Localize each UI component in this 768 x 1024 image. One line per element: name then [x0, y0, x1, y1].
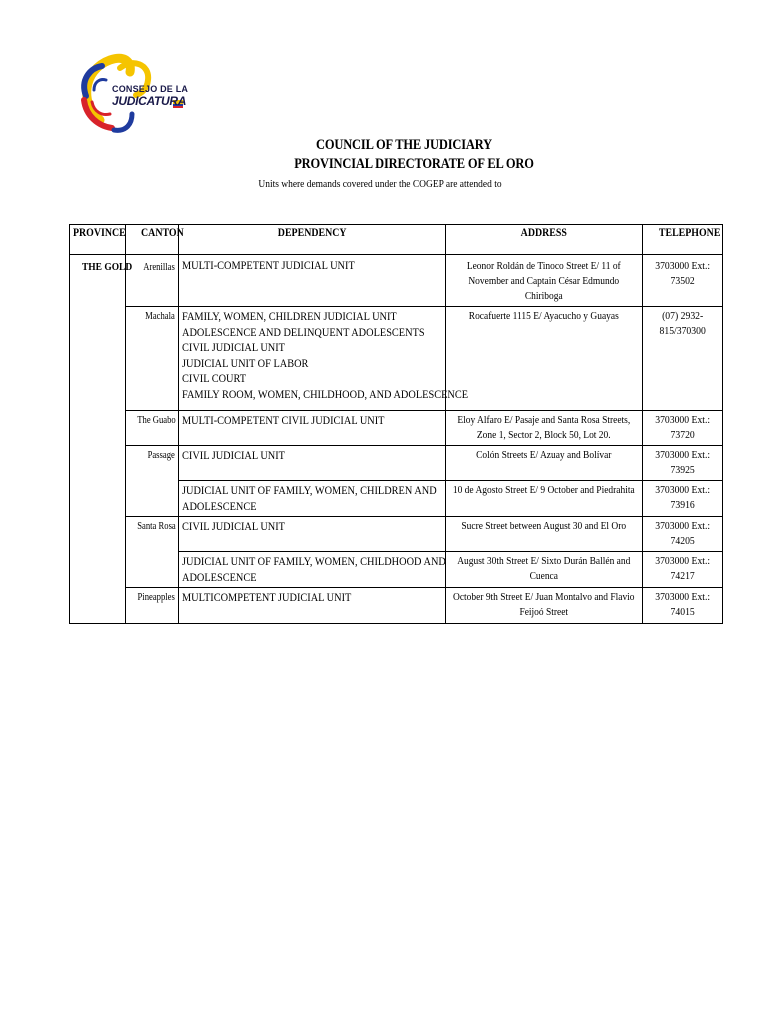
- canton-cell: Machala: [126, 307, 179, 411]
- page-title: COUNCIL OF THE JUDICIARY: [316, 137, 492, 153]
- canton-cell: Passage: [126, 446, 179, 517]
- dependency-cell: MULTICOMPETENT JUDICIAL UNIT: [178, 588, 445, 624]
- dependency-cell: CIVIL JUDICIAL UNIT: [178, 517, 445, 552]
- page-caption: Units where demands covered under the COGEP are attended to: [258, 178, 502, 190]
- header-province: PROVINCE: [70, 225, 126, 255]
- table-row: [70, 588, 723, 624]
- address-cell: October 9th Street E/ Juan Montalvo and Flavio Feijoó Street: [446, 588, 643, 624]
- header-canton: CANTON: [126, 225, 179, 255]
- canton-cell: Santa Rosa: [126, 517, 179, 588]
- canton-cell: Arenillas: [126, 255, 179, 307]
- dependency-cell: JUDICIAL UNIT OF FAMILY, WOMEN, CHILDREN AND ADOLESCENCE: [178, 481, 445, 517]
- table-header-row: [70, 225, 723, 255]
- judiciary-logo: [70, 50, 190, 140]
- canton-cell: The Guabo: [126, 411, 179, 446]
- address-cell: 10 de Agosto Street E/ 9 October and Piedrahita: [446, 481, 643, 517]
- page-subtitle: PROVINCIAL DIRECTORATE OF EL ORO: [294, 156, 534, 172]
- telephone-cell: 3703000 Ext.: 73916: [642, 481, 722, 517]
- units-table: [69, 224, 723, 624]
- province-cell: THE GOLD: [70, 255, 126, 624]
- table-row: [70, 255, 723, 307]
- table-row: [70, 517, 723, 552]
- dependency-cell: FAMILY, WOMEN, CHILDREN JUDICIAL UNIT ADOLESCENCE AND DELINQUENT ADOLESCENTS CIVIL JUDICIAL UNIT JUDICIAL UNIT OF LABOR CIVIL COURT FAMILY ROOM, WOMEN, CHILDHOOD, AND ADOLESCENCE: [178, 307, 445, 411]
- telephone-cell: 3703000 Ext.: 74015: [642, 588, 722, 624]
- address-cell: August 30th Street E/ Sixto Durán Ballén and Cuenca: [446, 552, 643, 588]
- logo-text-line1: CONSEJO DE LA: [112, 84, 189, 94]
- telephone-cell: 3703000 Ext.: 74217: [642, 552, 722, 588]
- table-row: [70, 446, 723, 481]
- table-row: [70, 411, 723, 446]
- dependency-cell: MULTI-COMPETENT CIVIL JUDICIAL UNIT: [178, 411, 445, 446]
- telephone-cell: 3703000 Ext.: 74205: [642, 517, 722, 552]
- address-cell: Rocafuerte 1115 E/ Ayacucho y Guayas: [446, 307, 643, 411]
- dependency-cell: MULTI-COMPETENT JUDICIAL UNIT: [178, 255, 445, 307]
- dependency-cell: CIVIL JUDICIAL UNIT: [178, 446, 445, 481]
- telephone-cell: 3703000 Ext.: 73925: [642, 446, 722, 481]
- address-cell: Leonor Roldán de Tinoco Street E/ 11 of November and Captain César Edmundo Chiriboga: [446, 255, 643, 307]
- table-row: [70, 307, 723, 411]
- telephone-cell: 3703000 Ext.: 73720: [642, 411, 722, 446]
- telephone-cell: (07) 2932-815/370300: [642, 307, 722, 411]
- canton-cell: Pineapples: [126, 588, 179, 624]
- telephone-cell: 3703000 Ext.: 73502: [642, 255, 722, 307]
- logo-text-line2: JUDICATURA: [112, 94, 187, 108]
- dependency-cell: JUDICIAL UNIT OF FAMILY, WOMEN, CHILDHOOD AND ADOLESCENCE: [178, 552, 445, 588]
- header-telephone: TELEPHONE: [642, 225, 722, 255]
- header-address: ADDRESS: [446, 225, 643, 255]
- address-cell: Eloy Alfaro E/ Pasaje and Santa Rosa Streets, Zone 1, Sector 2, Block 50, Lot 20.: [446, 411, 643, 446]
- address-cell: Sucre Street between August 30 and El Oro: [446, 517, 643, 552]
- address-cell: Colón Streets E/ Azuay and Bolívar: [446, 446, 643, 481]
- header-dependency: DEPENDENCY: [178, 225, 445, 255]
